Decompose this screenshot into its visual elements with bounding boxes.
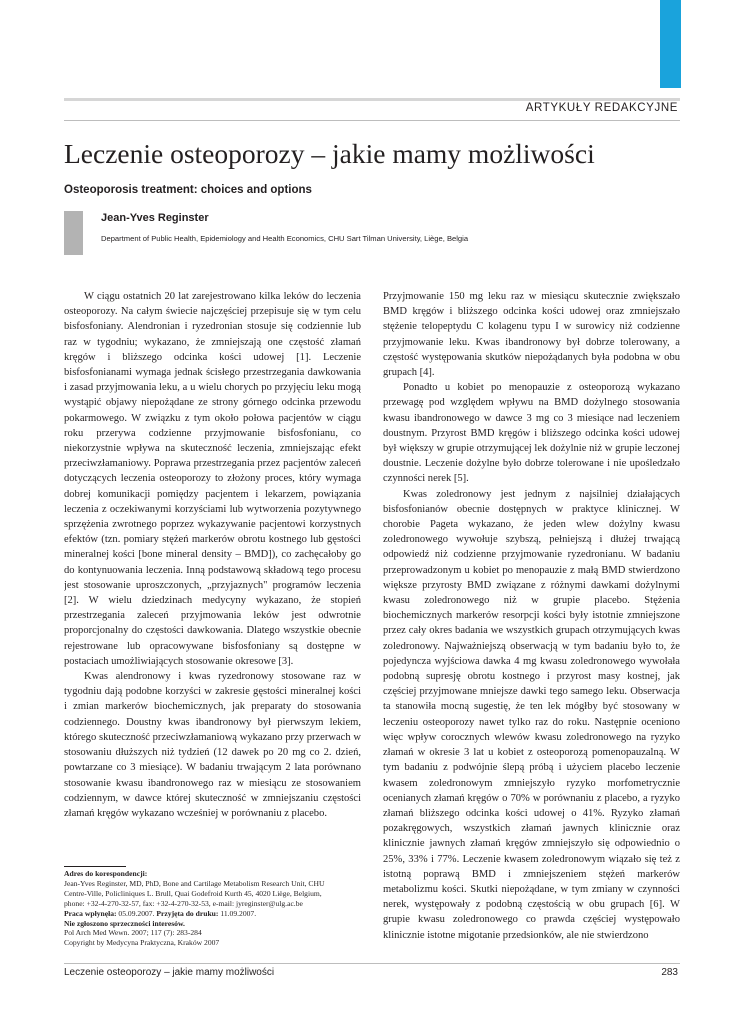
correspondence-heading: Adres do korespondencji:: [64, 869, 148, 878]
header-divider: [64, 120, 680, 121]
footer-rule: [64, 963, 680, 964]
body-column-left: [64, 289, 361, 859]
body-paragraph: Kwas zoledronowy jest jednym z najsilniej działających bisfosfonianów obecnie dostępnych w praktyce klinicznej. W chorobie Pageta wykazano, że jeden wlew dożylny kwasu zoledronowego wywołuje szybszą, pełniejszą i dłużej trwającą odpowiedź niż codzienne przyjmowanie ryzedronianu. W badaniu przeprowadzonym u kobiet po menopauzie z małą BMD stwierdzono większe przyrosty BMD związane z różnymi dawkami dożylnymi kwasu zoledronowego niż w grupie placebo. Stężenia biochemicznych markerów resorpcji kości były istotnie zmniejszone przez cały okres badania we wszystkich grupach otrzymujących kwas zoledronowy. Najważniejszą obserwacją w tym badaniu było to, że pojedyncza wyjściowa dawka 4 mg kwasu zoledronowego wywołała podobną supresję obrotu kostnego i przyrost masy kostnej, jak częściej przyjmowane mniejsze dawki tego samego leku. Obserwacja ta stanowiła mocną sugestię, że ten lek mógłby być stosowany w leczeniu osteoporozy nawet tylko raz do roku. Następnie oceniono więc wpływ corocznych wlewów kwasu zoledronowego na ryzyko złamań w okresie 3 lat u kobiet z osteoporozą pomenopauzalną. W tym badaniu z podwójnie ślepą próbą i użyciem placebo leczenie kwasem zoledronowym zmniejszyło ryzyko morfometrycznie ocenianych złamań kręgów o 70% w porównaniu z placebo, a ryzyko złamań bliższego odcinka kości udowej o 41%. Ryzyko złamań pozakręgowych, wszystkich złamań jawnych klinicznie oraz klinicznie jawnych złamań kręgów zmniejszyło się odpowiednio o 25%, 33% i 77%. Leczenie kwasem zoledronowym wiązało się też z istotną poprawą BMD i zmniejszeniem stężeń markerów metabolizmu kości. Skutki niepożądane, w tym zmiany w czynności nerek, występowały z podobną częstością w obu grupach [6]. W grupie kwasu zoledronowego co prawda częściej występowało klinicznie istotne migotanie przedsionków, ale nie stwierdzono: [383, 488, 680, 941]
section-color-tab: [660, 0, 681, 88]
header-rule: [64, 98, 680, 101]
body-column-right: [383, 289, 680, 955]
received-date: 05.09.2007.: [118, 908, 155, 918]
correspondence-line: Centre-Ville, Policliniques L. Brull, Quai Godefroid Kurth 45, 4020 Liège, Belgium,: [64, 888, 322, 898]
section-label: ARTYKUŁY REDAKCYJNE: [525, 102, 678, 114]
running-footer-title: Leczenie osteoporozy – jakie mamy możliwości: [64, 967, 275, 978]
accepted-date: 11.09.2007.: [220, 908, 257, 918]
correspondence-line: phone: +32-4-270-32-57, fax: +32-4-270-32-53, e-mail: jyreginster@ulg.ac.be: [64, 898, 303, 908]
copyright-notice: Copyright by Medycyna Praktyczna, Kraków 2007: [64, 938, 220, 948]
correspondence-line: Jean-Yves Reginster, MD, PhD, Bone and Cartilage Metabolism Research Unit, CHU: [64, 878, 325, 888]
body-paragraph: Przyjmowanie 150 mg leku raz w miesiącu skutecznie zwiększało BMD kręgów i bliższego odcinka kości udowej oraz zmniejszało stężenie telopeptydu C kolagenu typu I w surowicy niż codzienne przyjmowanie leku. Kwas ibandronowy był dobrze tolerowany, a częstość występowania skutków niepożądanych była podobna w obu grupach [4].: [383, 291, 680, 379]
author-bar: [64, 211, 83, 255]
conflict-statement: Nie zgłoszono sprzeczności interesów.: [64, 918, 185, 928]
body-paragraph: W ciągu ostatnich 20 lat zarejestrowano kilka leków do leczenia osteoporozy. Na całym świecie najczęściej przepisuje się w tym celu bisfosfoniany. Alendronian i ryzedronian stosuje się codziennie lub raz w tygodniu; wykazano, że zmniejszają one częstość złamań kręgów i bliższego odcinka kości udowej [1]. Leczenie bisfosfonianami wymaga jednak ścisłego przestrzegania dawkowania i zasad przyjmowania leku, a u wielu chorych po przyjęciu leku mogą wystąpić objawy niepożądane ze strony górnego odcinka przewodu pokarmowego. W związku z tym około połowa pacjentów w ciągu roku przerywa codzienne przyjmowanie bisfosfonianu, co niekorzystnie wpływa na skuteczność leczenia, zmniejszając efekt przeciwzłamaniowy. Poprawa przestrzegania przez pacjentów zaleceń dotyczących leczenia osteoporozy to złożony proces, który wymaga dobrej komunikacji pomiędzy pacjentem i lekarzem, powiązania leczenia z oczekiwanymi korzyściami lub wytworzenia pozytywnego sprzężenia zwrotnego poprzez wykazywanie pacjentowi korzystnych efektów (tzn. pomiary stężeń markerów obrotu kostnego lub gęstości mineralnej kości [bone mineral density – BMD]), co zachęcałoby go do kontynuowania leczenia. Inną podstawową składową tego procesu jest stosowanie uproszczonych, „przyjaznych" programów leczenia [2]. W wielu dziedzinach medycyny wykazano, że stopień przestrzegania zaleceń przyjmowania leków jest odwrotnie proporcjonalny do częstości dawkowania. Dlatego wszystkie obecnie rejestrowane lub opracowywane bisfosfoniany są dostępne w postaciach umożliwiających stosowanie okresowe [3].: [64, 291, 361, 667]
author-name: Jean-Yves Reginster: [101, 212, 209, 224]
page-number: 283: [661, 967, 678, 978]
submission-dates: [64, 909, 364, 919]
correspondence-block: [64, 869, 364, 948]
article-title: Leczenie osteoporozy – jakie mamy możliwości: [64, 138, 595, 169]
author-affiliation: Department of Public Health, Epidemiology and Health Economics, CHU Sart Tilman University, Liège, Belgia: [101, 234, 469, 243]
body-paragraph: Kwas alendronowy i kwas ryzedronowy stosowane raz w tygodniu dają podobne korzyści w zakresie gęstości mineralnej kości i zmian markerów biochemicznych, jak preparaty do stosowania codziennego. Doustny kwas ibandronowy był pierwszym lekiem, którego skuteczność przeciwzłamaniową wykazano przy przerwach w stosowaniu dłuższych niż tydzień (12 dawek po 20 mg co 2. dzień, powtarzane co 3 miesiące). W badaniu trwającym 2 lata porównano stosowanie kwasu ibandronowego raz w miesiącu ze stosowaniem codziennym, w dawce której skuteczność w zmniejszaniu częstości złamań kręgów wykazano wcześniej w porównaniu z placebo.: [64, 671, 361, 819]
correspondence-rule: [64, 866, 126, 867]
body-paragraph: Ponadto u kobiet po menopauzie z osteoporozą wykazano przewagę pod względem wpływu na BMD dożylnego stosowania kwasu ibandronowego w dawce 3 mg co 3 miesiące nad leczeniem doustnym. Przyrost BMD kręgów i bliższego odcinka kości udowej był większy w grupie otrzymującej lek dożylnie niż w grupie leczonej doustnie. Leczenie dożylne było dobrze tolerowane i nie upośledzało czynności nerek [5].: [383, 382, 680, 485]
accepted-label: Przyjęta do druku:: [156, 908, 219, 918]
journal-citation: Pol Arch Med Wewn. 2007; 117 (7): 283-284: [64, 928, 202, 938]
article-subtitle: Osteoporosis treatment: choices and options: [64, 184, 312, 196]
received-label: Praca wpłynęła:: [64, 908, 117, 918]
